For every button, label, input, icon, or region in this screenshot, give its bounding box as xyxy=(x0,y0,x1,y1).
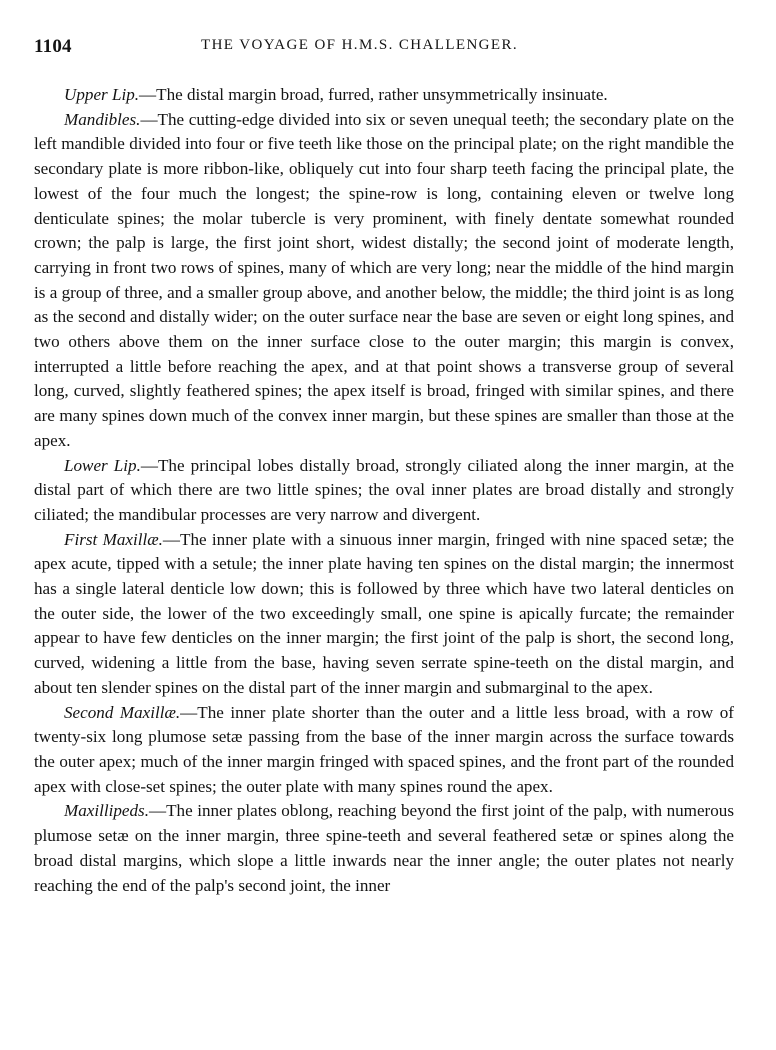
paragraph-heading: Maxillipeds. xyxy=(64,801,149,821)
page-number: 1104 xyxy=(34,36,72,57)
paragraph-text: —The principal lobes distally broad, strongly ciliated along the inner margin, at the distal part of which there are two little spines; the oval inner plates are broad distally and strongly ciliated; the mandibular processes are very narrow and divergent. xyxy=(34,455,734,524)
paragraph-text: —The distal margin broad, furred, rather unsymmetrically insinuate. xyxy=(139,85,608,104)
paragraph-heading: Lower Lip. xyxy=(64,455,141,475)
paragraph-upper-lip xyxy=(34,83,734,108)
paragraph-text: —The inner plate shorter than the outer and a little less broad, with a row of twenty-six long plumose setæ passing from the base of the inner margin across the surface towards the outer apex; much of the inner margin fringed with spaced spines, and the front part of the rounded apex with close-set spines; the outer plate with many spines round the apex. xyxy=(34,702,734,796)
paragraph-text: —The inner plate with a sinuous inner margin, fringed with nine spaced setæ; the apex acute, tipped with a setule; the inner plate having ten spines on the distal margin; the innermost has a single lateral denticle low down; this is followed by three which have two lateral denticles on the outer side, the lower of the two exceedingly small, one spine is apically furcate; the remainder appear to have few denticles on the inner margin; the first joint of the palp is short, the second long, curved, widening a little from the base, having seven serrate spine-teeth on the distal margin, and about ten slender spines on the distal part of the inner margin and submarginal to the apex. xyxy=(34,529,734,697)
paragraph-lower-lip xyxy=(34,454,734,528)
body-text xyxy=(34,83,734,898)
paragraph-heading: Upper Lip. xyxy=(64,85,140,104)
paragraph-text: —The cutting-edge divided into six or seven unequal teeth; the secondary plate on the left mandible divided into four or five teeth like those on the principal plate; on the right mandible the secondary plate is more ribbon-like, obliquely cut into four sharp teeth facing the principal plate, the lowest of the four much the longest; the spine-row is long, containing eleven or twelve long denticulate spines; the molar tubercle is very prominent, with finely dentate somewhat rounded crown; the palp is large, the first joint short, widest distally; the second joint of moderate length, carrying in front two rows of spines, many of which are very long; near the middle of the hind margin is a group of three, and a smaller group above, and another below, the middle; the third joint is as long as the second and distally wider; on the outer surface near the base are seven or eight long spines, and two others above them on the inner surface close to the outer margin; this margin is convex, interrupted a little before reaching the apex, and at that point shows a transverse group of several long, curved, slightly feathered spines; the apex itself is broad, fringed with similar spines, and there are many spines down much of the convex inner margin, but these spines are smaller than those at the apex. xyxy=(34,109,734,450)
paragraph-heading: Mandibles. xyxy=(64,109,141,129)
paragraph-first-maxillae xyxy=(34,528,734,701)
paragraph-maxillipeds xyxy=(34,799,734,898)
page-header xyxy=(34,30,736,60)
paragraph-second-maxillae xyxy=(34,701,734,800)
running-title: THE VOYAGE OF H.M.S. CHALLENGER. xyxy=(201,37,519,53)
paragraph-heading: First Maxillæ. xyxy=(64,529,163,549)
paragraph-text: —The inner plates oblong, reaching beyond the first joint of the palp, with numerous plumose setæ on the inner margin, three spine-teeth and several feathered setæ or spines along the broad distal margins, which slope a little inwards near the inner angle; the outer plates not nearly reaching the end of the palp's second joint, the inner xyxy=(34,801,734,895)
paragraph-heading: Second Maxillæ. xyxy=(64,702,181,722)
paragraph-mandibles xyxy=(34,108,734,454)
